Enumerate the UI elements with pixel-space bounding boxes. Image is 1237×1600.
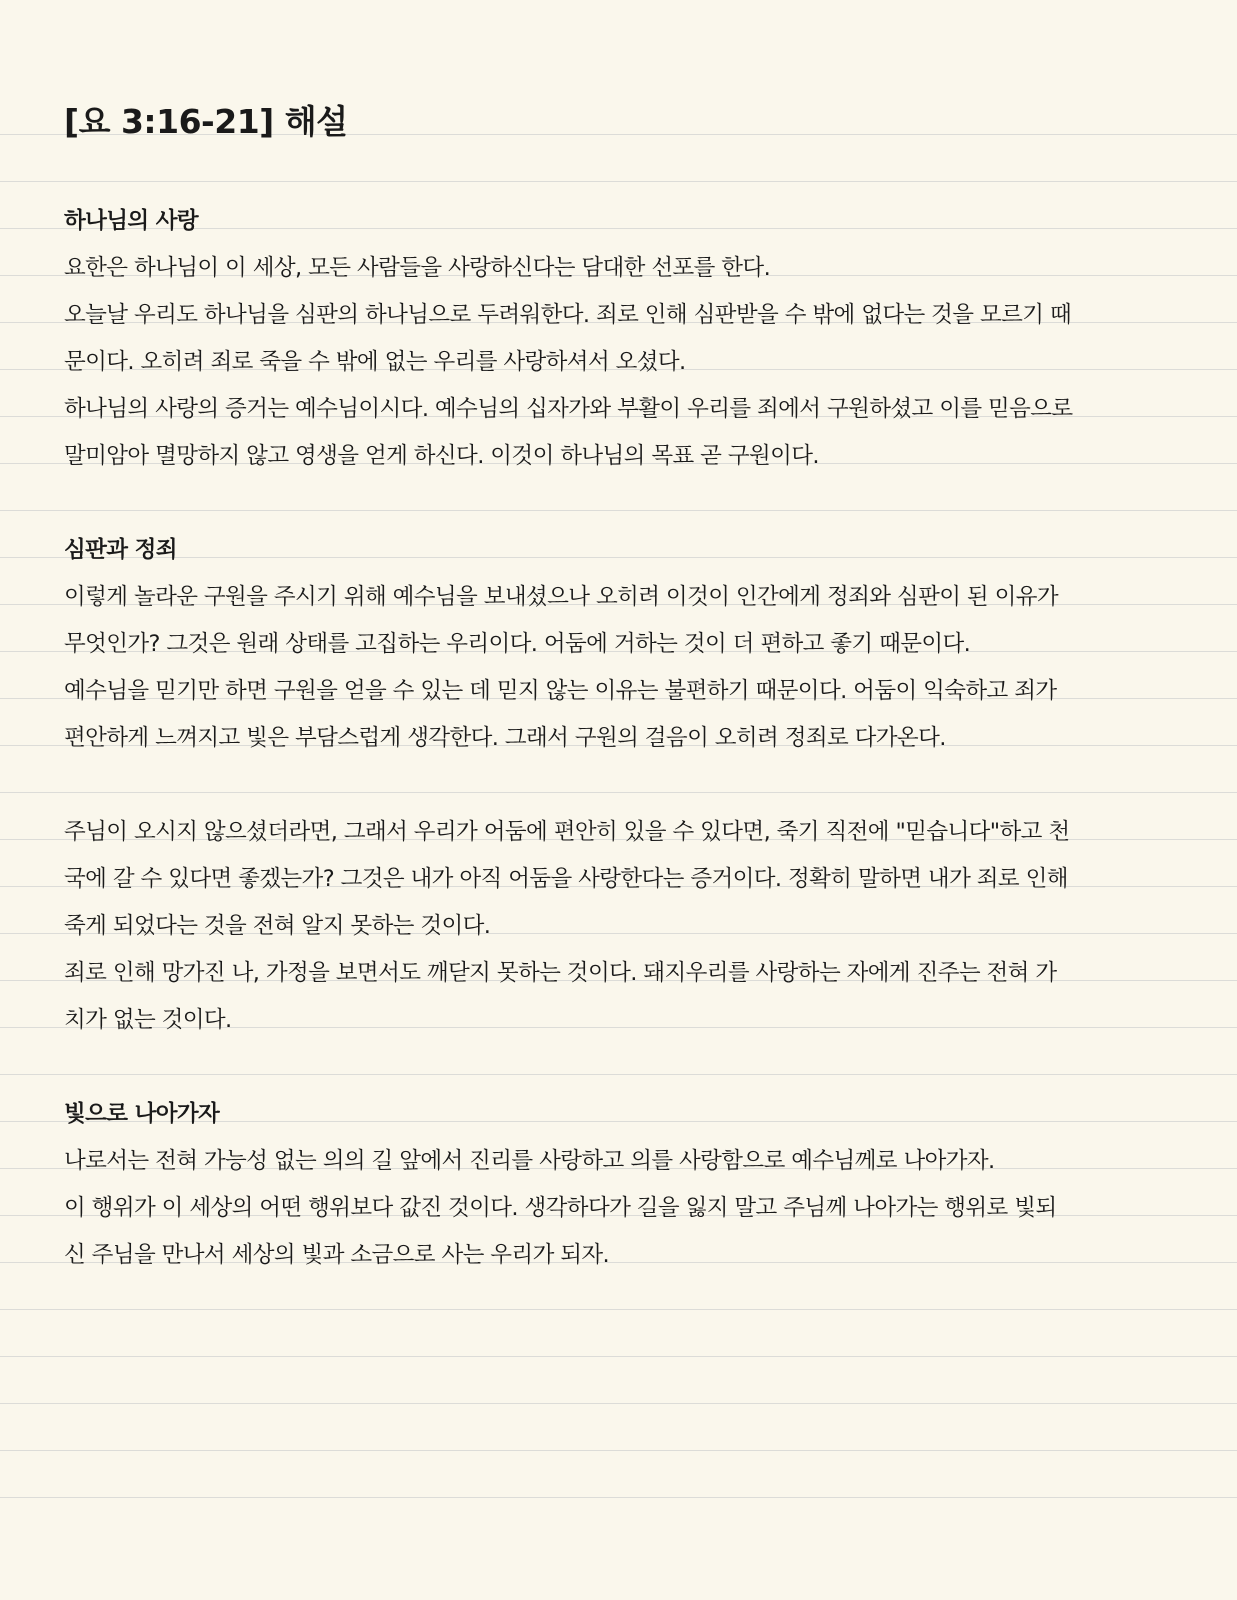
page-title: [요 3:16-21] 해설: [64, 102, 348, 141]
paragraph-line: 죽게 되었다는 것을 전혀 알지 못하는 것이다.: [64, 913, 491, 939]
paragraph-line: 무엇인가? 그것은 원래 상태를 고집하는 우리이다. 어둠에 거하는 것이 더 편하고 좋기 때문이다.: [64, 631, 971, 657]
paragraph-line: 말미암아 멸망하지 않고 영생을 얻게 하신다. 이것이 하나님의 목표 곧 구원이다.: [64, 443, 819, 469]
ruled-line: [0, 1309, 1237, 1310]
section-heading: 빛으로 나아가자: [64, 1101, 220, 1127]
paragraph-line: 국에 갈 수 있다면 좋겠는가? 그것은 내가 아직 어둠을 사랑한다는 증거이다. 정확히 말하면 내가 죄로 인해: [64, 866, 1068, 892]
ruled-line: [0, 557, 1237, 558]
paragraph-line: 하나님의 사랑의 증거는 예수님이시다. 예수님의 십자가와 부활이 우리를 죄에서 구원하셨고 이를 믿음으로: [64, 396, 1073, 422]
ruled-line: [0, 1356, 1237, 1357]
ruled-line: [0, 792, 1237, 793]
paragraph-line: 죄로 인해 망가진 나, 가정을 보면서도 깨닫지 못하는 것이다. 돼지우리를 사랑하는 자에게 진주는 전혀 가: [64, 960, 1057, 986]
paragraph-line: 오늘날 우리도 하나님을 심판의 하나님으로 두려워한다. 죄로 인해 심판받을 수 밖에 없다는 것을 모르기 때: [64, 302, 1072, 328]
paragraph-line: 치가 없는 것이다.: [64, 1007, 232, 1033]
paragraph-line: 이 행위가 이 세상의 어떤 행위보다 값진 것이다. 생각하다가 길을 잃지 말고 주님께 나아가는 행위로 빛되: [64, 1195, 1057, 1221]
ruled-line: [0, 1450, 1237, 1451]
paragraph-line: 예수님을 믿기만 하면 구원을 얻을 수 있는 데 믿지 않는 이유는 불편하기 때문이다. 어둠이 익숙하고 죄가: [64, 678, 1057, 704]
section-heading: 하나님의 사랑: [64, 208, 199, 234]
paragraph-line: 주님이 오시지 않으셨더라면, 그래서 우리가 어둠에 편안히 있을 수 있다면, 죽기 직전에 "믿습니다"하고 천: [64, 819, 1070, 845]
ruled-line: [0, 1497, 1237, 1498]
paragraph-line: 신 주님을 만나서 세상의 빛과 소금으로 사는 우리가 되자.: [64, 1242, 610, 1268]
section-heading: 심판과 정죄: [64, 537, 177, 563]
paragraph-line: 요한은 하나님이 이 세상, 모든 사람들을 사랑하신다는 담대한 선포를 한다.: [64, 255, 771, 281]
ruled-line: [0, 1403, 1237, 1404]
ruled-line: [0, 1074, 1237, 1075]
paragraph-line: 나로서는 전혀 가능성 없는 의의 길 앞에서 진리를 사랑하고 의를 사랑함으로 예수님께로 나아가자.: [64, 1148, 995, 1174]
paragraph-line: 편안하게 느껴지고 빛은 부담스럽게 생각한다. 그래서 구원의 걸음이 오히려 정죄로 다가온다.: [64, 725, 946, 751]
ruled-line: [0, 181, 1237, 182]
ruled-line: [0, 510, 1237, 511]
paragraph-line: 문이다. 오히려 죄로 죽을 수 밖에 없는 우리를 사랑하셔서 오셨다.: [64, 349, 686, 375]
paragraph-line: 이렇게 놀라운 구원을 주시기 위해 예수님을 보내셨으나 오히려 이것이 인간에게 정죄와 심판이 된 이유가: [64, 584, 1058, 610]
